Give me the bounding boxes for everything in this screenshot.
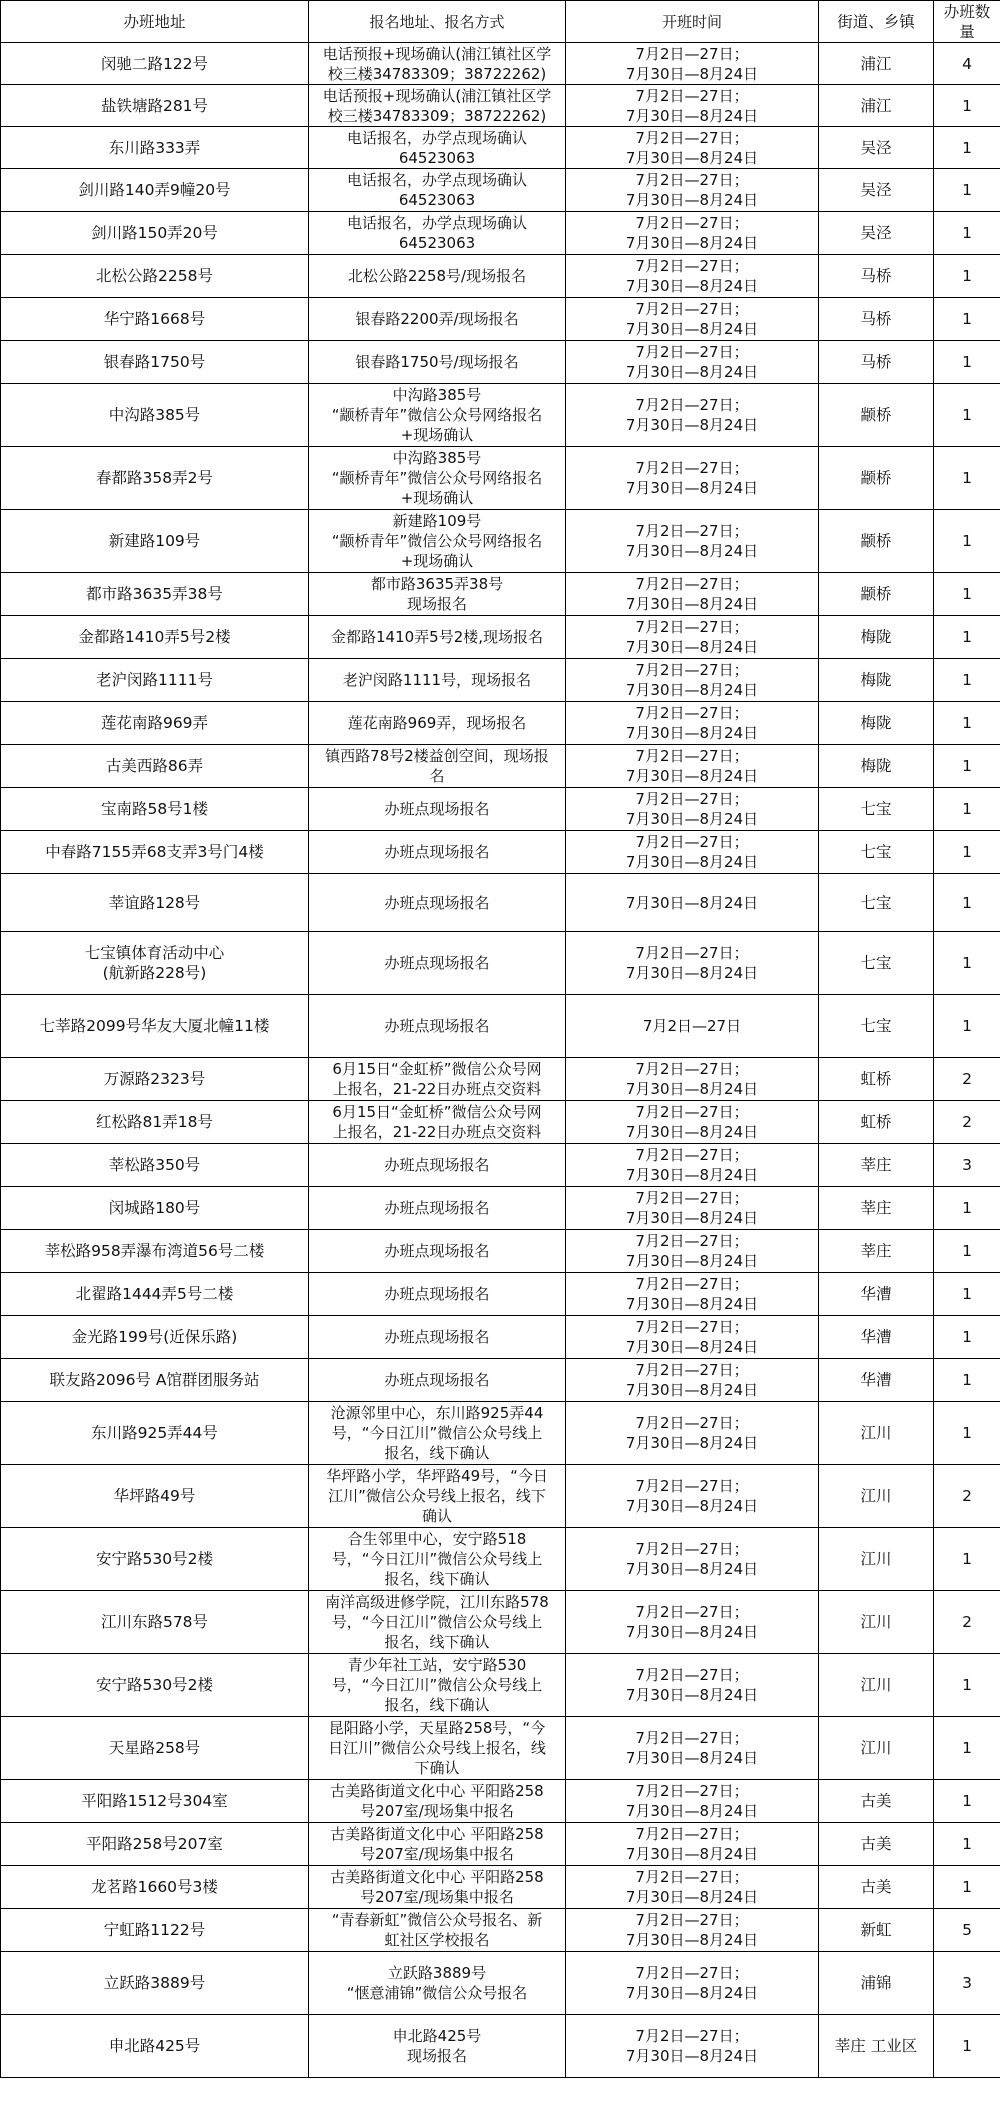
table-row xyxy=(1,510,1000,573)
table-row xyxy=(1,1273,1000,1316)
cell-town: 吴泾 xyxy=(819,212,934,255)
cell-registration: 办班点现场报名 xyxy=(309,1359,566,1402)
cell-town: 古美 xyxy=(819,1823,934,1866)
table-row xyxy=(1,1465,1000,1528)
cell-class-count: 2 xyxy=(934,1591,1000,1654)
cell-town: 七宝 xyxy=(819,831,934,874)
cell-address: 中沟路385号 xyxy=(1,384,309,447)
cell-registration: 古美路街道文化中心 平阳路258 号207室/现场集中报名 xyxy=(309,1866,566,1909)
cell-registration: 电话报名，办学点现场确认 64523063 xyxy=(309,169,566,212)
cell-town: 七宝 xyxy=(819,932,934,995)
cell-registration: 古美路街道文化中心 平阳路258 号207室/现场集中报名 xyxy=(309,1823,566,1866)
cell-town: 江川 xyxy=(819,1654,934,1717)
cell-class-time: 7月2日—27日； 7月30日—8月24日 xyxy=(566,616,819,659)
cell-town: 莘庄 工业区 xyxy=(819,2015,934,2078)
cell-address: 闵城路180号 xyxy=(1,1187,309,1230)
cell-registration: 华坪路小学，华坪路49号，“今日 江川”微信公众号线上报名，线下 确认 xyxy=(309,1465,566,1528)
cell-class-count: 2 xyxy=(934,1465,1000,1528)
cell-town: 马桥 xyxy=(819,255,934,298)
cell-address: 龙茗路1660号3楼 xyxy=(1,1866,309,1909)
cell-class-count: 1 xyxy=(934,298,1000,341)
cell-class-time: 7月2日—27日； 7月30日—8月24日 xyxy=(566,1591,819,1654)
cell-address: 东川路333弄 xyxy=(1,127,309,169)
cell-class-count: 1 xyxy=(934,510,1000,573)
cell-address: 七宝镇体育活动中心 (航新路228号) xyxy=(1,932,309,995)
table-row xyxy=(1,1101,1000,1144)
cell-town: 华漕 xyxy=(819,1273,934,1316)
cell-registration: 金都路1410弄5号2楼,现场报名 xyxy=(309,616,566,659)
cell-class-time: 7月2日—27日； 7月30日—8月24日 xyxy=(566,1187,819,1230)
cell-address: 莲花南路969弄 xyxy=(1,702,309,745)
cell-class-time: 7月2日—27日； 7月30日—8月24日 xyxy=(566,1058,819,1101)
cell-class-time: 7月30日—8月24日 xyxy=(566,874,819,932)
cell-town: 江川 xyxy=(819,1528,934,1591)
table-row xyxy=(1,1359,1000,1402)
table-row xyxy=(1,1717,1000,1780)
cell-class-count: 1 xyxy=(934,745,1000,788)
cell-address: 莘松路350号 xyxy=(1,1144,309,1187)
cell-class-count: 1 xyxy=(934,1273,1000,1316)
cell-registration: 都市路3635弄38号 现场报名 xyxy=(309,573,566,616)
table-row xyxy=(1,298,1000,341)
cell-class-count: 1 xyxy=(934,1528,1000,1591)
cell-class-count: 1 xyxy=(934,169,1000,212)
cell-registration: 立跃路3889号 “惬意浦锦”微信公众号报名 xyxy=(309,1952,566,2015)
table-row xyxy=(1,659,1000,702)
cell-town: 梅陇 xyxy=(819,616,934,659)
cell-address: 华坪路49号 xyxy=(1,1465,309,1528)
cell-town: 吴泾 xyxy=(819,169,934,212)
cell-class-time: 7月2日—27日； 7月30日—8月24日 xyxy=(566,659,819,702)
cell-registration: 北松公路2258号/现场报名 xyxy=(309,255,566,298)
table-row xyxy=(1,1144,1000,1187)
cell-class-count: 1 xyxy=(934,788,1000,831)
table-row xyxy=(1,255,1000,298)
table-row xyxy=(1,1654,1000,1717)
cell-class-time: 7月2日—27日； 7月30日—8月24日 xyxy=(566,1952,819,2015)
cell-class-time: 7月2日—27日； 7月30日—8月24日 xyxy=(566,43,819,85)
cell-class-time: 7月2日—27日； 7月30日—8月24日 xyxy=(566,1780,819,1823)
cell-class-time: 7月2日—27日； 7月30日—8月24日 xyxy=(566,2015,819,2078)
cell-town: 虹桥 xyxy=(819,1101,934,1144)
cell-class-count: 1 xyxy=(934,1359,1000,1402)
cell-town: 七宝 xyxy=(819,788,934,831)
cell-address: 银春路1750号 xyxy=(1,341,309,384)
cell-address: 剑川路140弄9幢20号 xyxy=(1,169,309,212)
cell-town: 江川 xyxy=(819,1717,934,1780)
cell-class-count: 1 xyxy=(934,702,1000,745)
cell-town: 颛桥 xyxy=(819,573,934,616)
cell-registration: 办班点现场报名 xyxy=(309,1187,566,1230)
cell-class-count: 1 xyxy=(934,1823,1000,1866)
cell-class-time: 7月2日—27日； 7月30日—8月24日 xyxy=(566,1402,819,1465)
cell-class-time: 7月2日—27日； 7月30日—8月24日 xyxy=(566,510,819,573)
cell-town: 颛桥 xyxy=(819,384,934,447)
cell-town: 华漕 xyxy=(819,1359,934,1402)
cell-registration: 办班点现场报名 xyxy=(309,1273,566,1316)
cell-class-count: 1 xyxy=(934,1316,1000,1359)
cell-address: 古美西路86弄 xyxy=(1,745,309,788)
cell-class-time: 7月2日—27日； 7月30日—8月24日 xyxy=(566,788,819,831)
cell-registration: 申北路425号 现场报名 xyxy=(309,2015,566,2078)
table-row xyxy=(1,1230,1000,1273)
cell-class-time: 7月2日—27日； 7月30日—8月24日 xyxy=(566,1230,819,1273)
cell-class-count: 1 xyxy=(934,831,1000,874)
cell-address: 盐铁塘路281号 xyxy=(1,85,309,127)
table-row xyxy=(1,745,1000,788)
cell-address: 红松路81弄18号 xyxy=(1,1101,309,1144)
table-row xyxy=(1,702,1000,745)
cell-class-count: 1 xyxy=(934,995,1000,1058)
cell-address: 新建路109号 xyxy=(1,510,309,573)
cell-address: 联友路2096号 A馆群团服务站 xyxy=(1,1359,309,1402)
cell-address: 北松公路2258号 xyxy=(1,255,309,298)
cell-town: 吴泾 xyxy=(819,127,934,169)
cell-address: 江川东路578号 xyxy=(1,1591,309,1654)
cell-address: 春都路358弄2号 xyxy=(1,447,309,510)
table-row xyxy=(1,1780,1000,1823)
cell-registration: 古美路街道文化中心 平阳路258 号207室/现场集中报名 xyxy=(309,1780,566,1823)
cell-class-count: 1 xyxy=(934,127,1000,169)
cell-class-count: 4 xyxy=(934,43,1000,85)
cell-registration: 南洋高级进修学院，江川东路578 号，“今日江川”微信公众号线上 报名，线下确认 xyxy=(309,1591,566,1654)
cell-registration: 镇西路78号2楼益创空间，现场报 名 xyxy=(309,745,566,788)
cell-class-time: 7月2日—27日； 7月30日—8月24日 xyxy=(566,1823,819,1866)
cell-registration: 莲花南路969弄，现场报名 xyxy=(309,702,566,745)
cell-class-time: 7月2日—27日； 7月30日—8月24日 xyxy=(566,831,819,874)
cell-address: 宝南路58号1楼 xyxy=(1,788,309,831)
cell-class-time: 7月2日—27日 xyxy=(566,995,819,1058)
cell-registration: 中沟路385号 “颛桥青年”微信公众号网络报名 +现场确认 xyxy=(309,384,566,447)
cell-town: 马桥 xyxy=(819,341,934,384)
cell-class-count: 5 xyxy=(934,1909,1000,1952)
cell-class-time: 7月2日—27日； 7月30日—8月24日 xyxy=(566,573,819,616)
table-row xyxy=(1,384,1000,447)
cell-class-time: 7月2日—27日； 7月30日—8月24日 xyxy=(566,1273,819,1316)
cell-address: 北翟路1444弄5号二楼 xyxy=(1,1273,309,1316)
cell-class-count: 1 xyxy=(934,1230,1000,1273)
cell-registration: 中沟路385号 “颛桥青年”微信公众号网络报名 +现场确认 xyxy=(309,447,566,510)
table-row xyxy=(1,932,1000,995)
table-row xyxy=(1,831,1000,874)
cell-class-count: 1 xyxy=(934,85,1000,127)
table-row xyxy=(1,788,1000,831)
cell-class-count: 1 xyxy=(934,616,1000,659)
table-row xyxy=(1,573,1000,616)
cell-town: 浦江 xyxy=(819,85,934,127)
cell-town: 梅陇 xyxy=(819,659,934,702)
cell-class-count: 1 xyxy=(934,2015,1000,2078)
cell-registration: 青少年社工站，安宁路530 号，“今日江川”微信公众号线上 报名，线下确认 xyxy=(309,1654,566,1717)
table-header-row xyxy=(1,1,1000,43)
cell-town: 江川 xyxy=(819,1591,934,1654)
table-row xyxy=(1,1866,1000,1909)
cell-town: 颛桥 xyxy=(819,447,934,510)
cell-town: 江川 xyxy=(819,1465,934,1528)
cell-class-time: 7月2日—27日； 7月30日—8月24日 xyxy=(566,127,819,169)
cell-town: 莘庄 xyxy=(819,1144,934,1187)
cell-town: 梅陇 xyxy=(819,702,934,745)
table-row xyxy=(1,2015,1000,2078)
cell-class-time: 7月2日—27日； 7月30日—8月24日 xyxy=(566,85,819,127)
cell-registration: 办班点现场报名 xyxy=(309,788,566,831)
cell-class-time: 7月2日—27日； 7月30日—8月24日 xyxy=(566,212,819,255)
cell-address: 金都路1410弄5号2楼 xyxy=(1,616,309,659)
table-row xyxy=(1,1316,1000,1359)
cell-registration: 办班点现场报名 xyxy=(309,995,566,1058)
cell-town: 虹桥 xyxy=(819,1058,934,1101)
cell-address: 东川路925弄44号 xyxy=(1,1402,309,1465)
cell-town: 马桥 xyxy=(819,298,934,341)
cell-address: 天星路258号 xyxy=(1,1717,309,1780)
cell-class-count: 1 xyxy=(934,1717,1000,1780)
cell-class-count: 1 xyxy=(934,255,1000,298)
table-row xyxy=(1,127,1000,169)
cell-class-count: 1 xyxy=(934,1654,1000,1717)
cell-town: 古美 xyxy=(819,1780,934,1823)
cell-registration: 办班点现场报名 xyxy=(309,1316,566,1359)
cell-address: 莘谊路128号 xyxy=(1,874,309,932)
cell-town: 梅陇 xyxy=(819,745,934,788)
table-row xyxy=(1,169,1000,212)
table-row xyxy=(1,1187,1000,1230)
cell-class-count: 1 xyxy=(934,384,1000,447)
cell-registration: 沧源邻里中心，东川路925弄44 号，“今日江川”微信公众号线上 报名，线下确认 xyxy=(309,1402,566,1465)
cell-class-count: 1 xyxy=(934,1866,1000,1909)
header-class-count: 办班数 量 xyxy=(934,1,1000,43)
cell-address: 平阳路258号207室 xyxy=(1,1823,309,1866)
cell-class-time: 7月2日—27日； 7月30日—8月24日 xyxy=(566,384,819,447)
cell-address: 莘松路958弄瀑布湾道56号二楼 xyxy=(1,1230,309,1273)
cell-registration: 办班点现场报名 xyxy=(309,831,566,874)
cell-class-time: 7月2日—27日； 7月30日—8月24日 xyxy=(566,1866,819,1909)
header-town: 街道、乡镇 xyxy=(819,1,934,43)
table-row xyxy=(1,1909,1000,1952)
cell-town: 七宝 xyxy=(819,874,934,932)
cell-class-time: 7月2日—27日； 7月30日—8月24日 xyxy=(566,169,819,212)
cell-class-time: 7月2日—27日； 7月30日—8月24日 xyxy=(566,341,819,384)
cell-address: 立跃路3889号 xyxy=(1,1952,309,2015)
cell-address: 剑川路150弄20号 xyxy=(1,212,309,255)
cell-registration: 银春路2200弄/现场报名 xyxy=(309,298,566,341)
header-registration: 报名地址、报名方式 xyxy=(309,1,566,43)
cell-address: 七莘路2099号华友大厦北幢11楼 xyxy=(1,995,309,1058)
cell-registration: “青春新虹”微信公众号报名、新 虹社区学校报名 xyxy=(309,1909,566,1952)
cell-registration: 电话预报+现场确认(浦江镇社区学 校三楼34783309；38722262) xyxy=(309,43,566,85)
cell-town: 新虹 xyxy=(819,1909,934,1952)
table-row xyxy=(1,995,1000,1058)
cell-address: 平阳路1512号304室 xyxy=(1,1780,309,1823)
cell-address: 中春路7155弄68支弄3号门4楼 xyxy=(1,831,309,874)
cell-town: 浦江 xyxy=(819,43,934,85)
table-row xyxy=(1,1591,1000,1654)
cell-town: 莘庄 xyxy=(819,1187,934,1230)
cell-town: 华漕 xyxy=(819,1316,934,1359)
cell-class-count: 1 xyxy=(934,212,1000,255)
cell-class-time: 7月2日—27日； 7月30日—8月24日 xyxy=(566,1316,819,1359)
table-row xyxy=(1,616,1000,659)
cell-address: 安宁路530号2楼 xyxy=(1,1654,309,1717)
cell-class-time: 7月2日—27日； 7月30日—8月24日 xyxy=(566,255,819,298)
cell-town: 江川 xyxy=(819,1402,934,1465)
cell-address: 闵驰二路122号 xyxy=(1,43,309,85)
cell-class-time: 7月2日—27日； 7月30日—8月24日 xyxy=(566,1101,819,1144)
table-row xyxy=(1,341,1000,384)
cell-registration: 6月15日“金虹桥”微信公众号网 上报名，21-22日办班点交资料 xyxy=(309,1101,566,1144)
cell-registration: 6月15日“金虹桥”微信公众号网 上报名，21-22日办班点交资料 xyxy=(309,1058,566,1101)
cell-class-count: 2 xyxy=(934,1058,1000,1101)
table-row xyxy=(1,212,1000,255)
cell-class-count: 1 xyxy=(934,447,1000,510)
table-row xyxy=(1,874,1000,932)
table-row xyxy=(1,1058,1000,1101)
cell-town: 浦锦 xyxy=(819,1952,934,2015)
cell-class-time: 7月2日—27日； 7月30日—8月24日 xyxy=(566,1359,819,1402)
cell-town: 七宝 xyxy=(819,995,934,1058)
cell-class-time: 7月2日—27日； 7月30日—8月24日 xyxy=(566,932,819,995)
cell-registration: 办班点现场报名 xyxy=(309,1230,566,1273)
cell-class-count: 3 xyxy=(934,1144,1000,1187)
cell-address: 宁虹路1122号 xyxy=(1,1909,309,1952)
table-row xyxy=(1,85,1000,127)
cell-registration: 办班点现场报名 xyxy=(309,1144,566,1187)
cell-registration: 新建路109号 “颛桥青年”微信公众号网络报名 +现场确认 xyxy=(309,510,566,573)
cell-address: 安宁路530号2楼 xyxy=(1,1528,309,1591)
cell-class-time: 7月2日—27日； 7月30日—8月24日 xyxy=(566,447,819,510)
table-row xyxy=(1,1823,1000,1866)
cell-address: 华宁路1668号 xyxy=(1,298,309,341)
cell-class-time: 7月2日—27日； 7月30日—8月24日 xyxy=(566,298,819,341)
table-row xyxy=(1,43,1000,85)
cell-class-time: 7月2日—27日； 7月30日—8月24日 xyxy=(566,1717,819,1780)
cell-address: 万源路2323号 xyxy=(1,1058,309,1101)
cell-class-time: 7月2日—27日； 7月30日—8月24日 xyxy=(566,1909,819,1952)
cell-town: 莘庄 xyxy=(819,1230,934,1273)
cell-town: 古美 xyxy=(819,1866,934,1909)
cell-registration: 老沪闵路1111号，现场报名 xyxy=(309,659,566,702)
cell-class-time: 7月2日—27日； 7月30日—8月24日 xyxy=(566,1465,819,1528)
cell-class-count: 1 xyxy=(934,874,1000,932)
table-row xyxy=(1,447,1000,510)
cell-class-time: 7月2日—27日； 7月30日—8月24日 xyxy=(566,745,819,788)
cell-registration: 合生邻里中心，安宁路518 号，“今日江川”微信公众号线上 报名，线下确认 xyxy=(309,1528,566,1591)
cell-registration: 办班点现场报名 xyxy=(309,932,566,995)
cell-address: 都市路3635弄38号 xyxy=(1,573,309,616)
cell-class-count: 1 xyxy=(934,659,1000,702)
cell-class-count: 1 xyxy=(934,573,1000,616)
header-address: 办班地址 xyxy=(1,1,309,43)
cell-address: 申北路425号 xyxy=(1,2015,309,2078)
table-row xyxy=(1,1952,1000,2015)
cell-class-count: 3 xyxy=(934,1952,1000,2015)
cell-registration: 电话报名，办学点现场确认 64523063 xyxy=(309,127,566,169)
cell-class-count: 1 xyxy=(934,1402,1000,1465)
header-class-time: 开班时间 xyxy=(566,1,819,43)
cell-registration: 昆阳路小学，天星路258号，“今 日江川”微信公众号线上报名，线 下确认 xyxy=(309,1717,566,1780)
cell-class-count: 1 xyxy=(934,932,1000,995)
table-row xyxy=(1,1528,1000,1591)
cell-class-time: 7月2日—27日； 7月30日—8月24日 xyxy=(566,1528,819,1591)
cell-registration: 银春路1750号/现场报名 xyxy=(309,341,566,384)
cell-address: 金光路199号(近保乐路) xyxy=(1,1316,309,1359)
cell-class-time: 7月2日—27日； 7月30日—8月24日 xyxy=(566,1144,819,1187)
cell-class-time: 7月2日—27日； 7月30日—8月24日 xyxy=(566,1654,819,1717)
cell-class-count: 2 xyxy=(934,1101,1000,1144)
cell-registration: 电话报名，办学点现场确认 64523063 xyxy=(309,212,566,255)
cell-registration: 电话预报+现场确认(浦江镇社区学 校三楼34783309；38722262) xyxy=(309,85,566,127)
cell-class-time: 7月2日—27日； 7月30日—8月24日 xyxy=(566,702,819,745)
cell-town: 颛桥 xyxy=(819,510,934,573)
cell-class-count: 1 xyxy=(934,341,1000,384)
cell-class-count: 1 xyxy=(934,1780,1000,1823)
table-row xyxy=(1,1402,1000,1465)
cell-address: 老沪闵路1111号 xyxy=(1,659,309,702)
cell-registration: 办班点现场报名 xyxy=(309,874,566,932)
cell-class-count: 1 xyxy=(934,1187,1000,1230)
